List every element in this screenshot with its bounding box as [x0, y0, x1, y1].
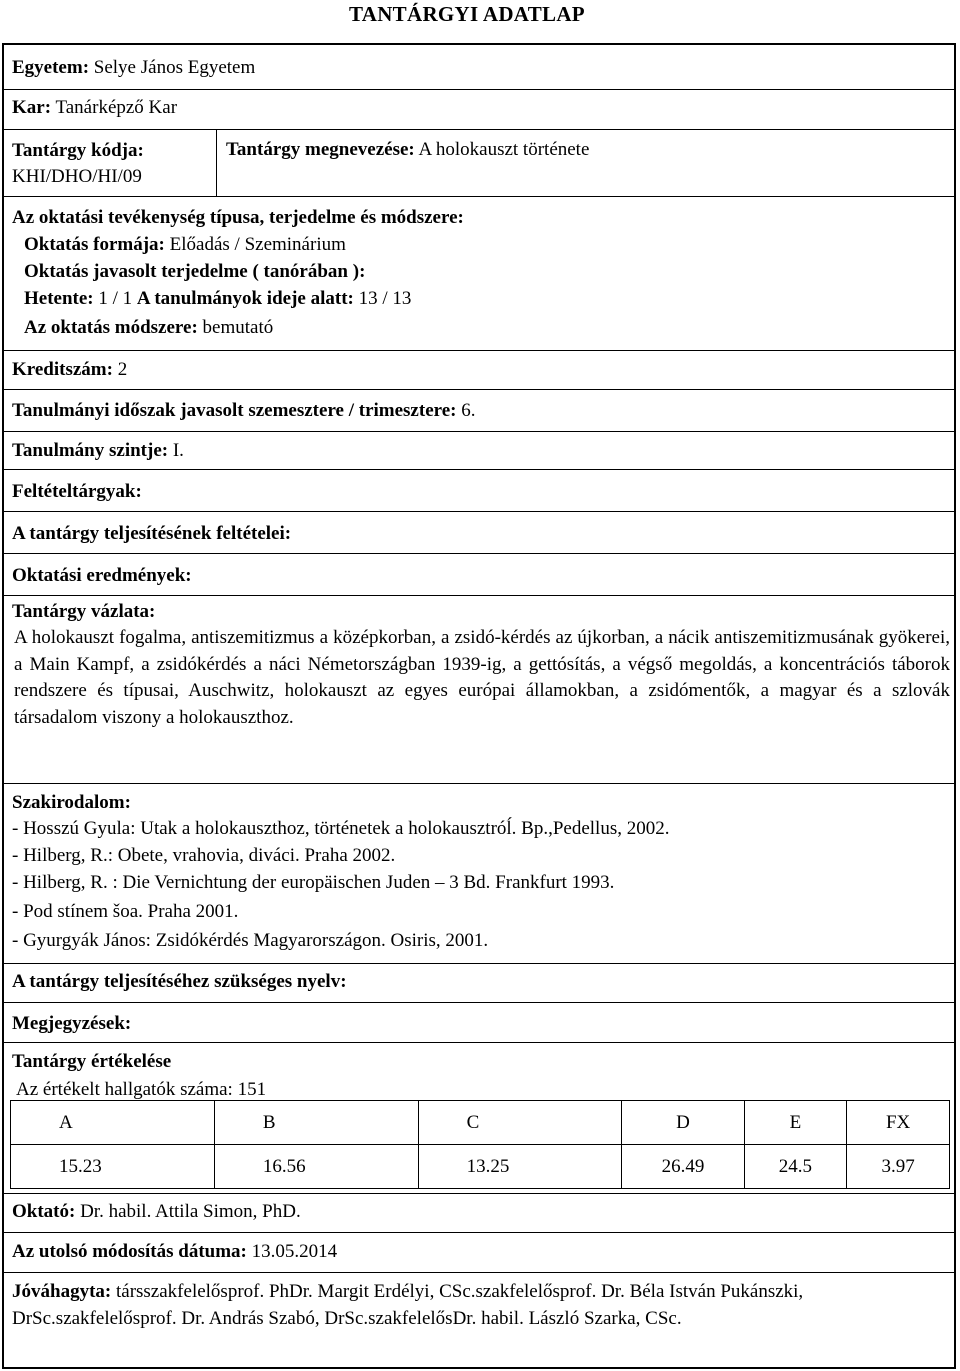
divider [4, 963, 954, 964]
level-value: I. [172, 440, 184, 461]
datasheet-frame [2, 43, 956, 1369]
divider [4, 469, 954, 470]
university-label: Egyetem: [12, 57, 90, 78]
teaching-form-value: Előadás / Szeminárium [169, 234, 346, 255]
outline-text: A holokauszt fogalma, antiszemitizmus a középkorban, a zsidó-kérdés az újkorban, a nácik antiszemitizmusának gyökerei, a Main Kampf, a zsidókérdés a náci Németországban 1939-ig, a gettósítás, a végső megoldás, a koncentrációs táborok rendszere és típusai, Auschwitz, holokauszt az egyes európai államokban, a zsidómentők, a magyar és a szlovák társadalom viszony a holokauszthoz. [14, 627, 950, 728]
divider [4, 1002, 954, 1003]
literature-item: - Hosszú Gyula: Utak a holokauszthoz, történetek a holokausztróĺ. Bp.,Pedellus, 2002. [12, 818, 670, 839]
grade-cell: A [11, 1101, 215, 1145]
divider [4, 553, 954, 554]
divider [4, 1193, 954, 1194]
course-code-cell [12, 138, 144, 190]
divider [4, 196, 954, 197]
prerequisites-row: Feltételtárgyak: [12, 481, 142, 502]
approved-row: Jóváhagyta: társszakfelelősprof. PhDr. Margit Erdélyi, CSc.szakfelelősprof. Dr. Béla István Pukánszki, DrSc.szakfelelősprof. Dr. András Szabó, DrSc.szakfelelősDr. habil. László Szarka, CSc. [12, 1281, 804, 1329]
semester-row: Tanulmányi időszak javasolt szemesztere / trimesztere: 6. [12, 400, 476, 421]
divider [4, 129, 954, 130]
faculty-label: Kar: [12, 97, 52, 118]
university-value: Selye János Egyetem [93, 57, 256, 78]
last-modified-row: Az utolsó módosítás dátuma: 13.05.2014 [12, 1241, 338, 1262]
grade-cell: D [622, 1101, 744, 1145]
credits-row: Kreditszám: 2 [12, 359, 128, 380]
requirements-row: A tantárgy teljesítésének feltételei: [12, 523, 292, 544]
teaching-method-row: Az oktatás módszere: bemutató [24, 317, 274, 338]
literature-item: - Gyurgyák János: Zsidókérdés Magyarországon. Osiris, 2001. [12, 930, 489, 951]
grade-cell: FX [847, 1101, 950, 1145]
approved-value: társszakfelelősprof. PhDr. Margit Erdélyi, CSc.szakfelelősprof. Dr. Béla István Pukánszki, DrSc.szakfelelősprof. Dr. András Szabó, DrSc.szakfelelősDr. habil. László Szarka, CSc. [12, 1281, 804, 1329]
grade-cell: E [744, 1101, 847, 1145]
divider [4, 1042, 954, 1043]
grade-value-cell: 15.23 [11, 1145, 215, 1189]
divider [4, 89, 954, 90]
page-title: TANTÁRGYI ADATLAP [349, 2, 585, 26]
course-name-cell [226, 138, 589, 162]
teaching-hours-row: Hetente: 1 / 1 A tanulmányok ideje alatt: 13 / 13 [24, 288, 412, 309]
outcomes-row: Oktatási eredmények: [12, 565, 192, 586]
teaching-scope-row: Oktatás javasolt terjedelme ( tanórában ): [24, 261, 366, 282]
grade-cell: B [214, 1101, 418, 1145]
grade-header-row [11, 1101, 950, 1145]
weekly-hours-value: 1 / 1 [98, 288, 133, 309]
divider [4, 1272, 954, 1273]
grade-value-cell: 13.25 [418, 1145, 622, 1189]
study-hours-value: 13 / 13 [358, 288, 412, 309]
divider [4, 595, 954, 596]
grade-value-cell: 16.56 [214, 1145, 418, 1189]
university-row [12, 56, 255, 80]
divider [4, 389, 954, 390]
literature-item: - Hilberg, R.: Obete, vrahovia, diváci. Praha 2002. [12, 845, 396, 866]
course-name-label: Tantárgy megnevezése: [226, 139, 415, 160]
literature-item: - Pod stínem šoa. Praha 2001. [12, 901, 239, 922]
teaching-heading: Az oktatási tevékenység típusa, terjedelme és módszere: [12, 207, 464, 228]
course-code-value: KHI/DHO/HI/09 [12, 166, 142, 187]
grade-table [10, 1100, 950, 1189]
cell-divider [216, 129, 217, 196]
grade-value-cell: 26.49 [622, 1145, 744, 1189]
teaching-method-value: bemutató [202, 317, 274, 338]
grade-value-cell: 24.5 [744, 1145, 847, 1189]
lecturer-value: Dr. habil. Attila Simon, PhD. [80, 1201, 301, 1222]
divider [4, 783, 954, 784]
grade-cell: C [418, 1101, 622, 1145]
literature-label: Szakirodalom: [12, 792, 131, 813]
teaching-form-row: Oktatás formája: Előadás / Szeminárium [24, 234, 346, 255]
evaluation-label: Tantárgy értékelése [12, 1051, 172, 1072]
last-modified-value: 13.05.2014 [251, 1241, 338, 1262]
credits-value: 2 [117, 359, 128, 380]
course-name-value: A holokauszt története [418, 139, 590, 160]
grade-value-row [11, 1145, 950, 1189]
evaluated-count: Az értékelt hallgatók száma: 151 [16, 1079, 267, 1100]
faculty-value: Tanárképző Kar [55, 97, 178, 118]
lecturer-row: Oktató: Dr. habil. Attila Simon, PhD. [12, 1201, 301, 1222]
course-code-label: Tantárgy kódja: [12, 140, 144, 161]
literature-item: - Hilberg, R. : Die Vernichtung der europäischen Juden – 3 Bd. Frankfurt 1993. [12, 872, 615, 893]
language-row: A tantárgy teljesítéséhez szükséges nyelv: [12, 971, 347, 992]
notes-row: Megjegyzések: [12, 1013, 132, 1034]
divider [4, 431, 954, 432]
level-row: Tanulmány szintje: I. [12, 440, 184, 461]
divider [4, 350, 954, 351]
faculty-row [12, 96, 177, 120]
divider [4, 1232, 954, 1233]
grade-value-cell: 3.97 [847, 1145, 950, 1189]
divider [4, 511, 954, 512]
semester-value: 6. [461, 400, 476, 421]
outline-label: Tantárgy vázlata: [12, 601, 156, 622]
